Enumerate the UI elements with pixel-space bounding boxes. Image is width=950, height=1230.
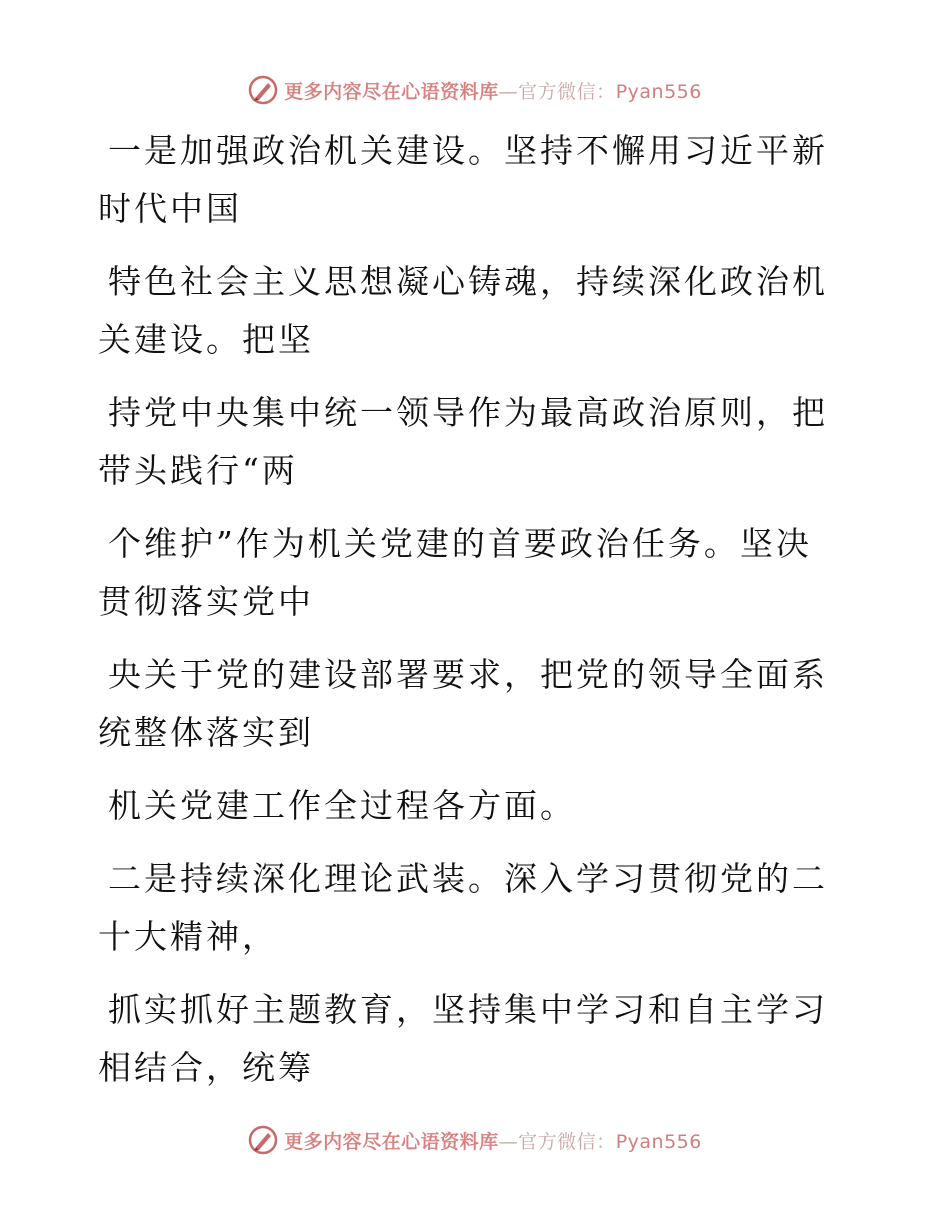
footer-text (284, 1127, 702, 1154)
header-separator: — (498, 80, 519, 103)
paragraph-line: 央关于党的建设部署要求，把党的领导全面系统整体落实到 (98, 655, 828, 752)
footer-contact-label: 官方微信： (518, 1130, 616, 1153)
footer-banner (0, 1120, 950, 1160)
paragraph-line: 持党中央集中统一领导作为最高政治原则，把带头践行“两 (98, 393, 828, 490)
document-body (98, 122, 838, 1112)
paragraph-line: 特色社会主义思想凝心铸魂，持续深化政治机关建设。把坚 (98, 262, 828, 359)
header-contact-id: Pyan556 (615, 80, 702, 103)
paragraph-line: 机关党建工作全过程各方面。 (108, 786, 576, 825)
paragraph-line: 一是加强政治机关建设。坚持不懈用习近平新时代中国 (98, 131, 828, 228)
paragraph-line: 二是持续深化理论武装。深入学习贯彻党的二十大精神， (98, 859, 828, 956)
pen-seal-icon (248, 75, 278, 105)
paragraph-line: 抓实抓好主题教育，坚持集中学习和自主学习相结合，统筹 (98, 990, 828, 1087)
header-contact-label: 官方微信： (518, 80, 616, 103)
header-brand: 更多内容尽在心语资料库 (284, 80, 499, 103)
pen-seal-icon (248, 1125, 278, 1155)
footer-brand: 更多内容尽在心语资料库 (284, 1130, 499, 1153)
paragraph-line: 个维护”作为机关党建的首要政治任务。坚决贯彻落实党中 (98, 524, 812, 621)
header-text (284, 77, 702, 104)
footer-separator: — (498, 1130, 519, 1153)
footer-contact-id: Pyan556 (615, 1130, 702, 1153)
header-banner (0, 70, 950, 110)
